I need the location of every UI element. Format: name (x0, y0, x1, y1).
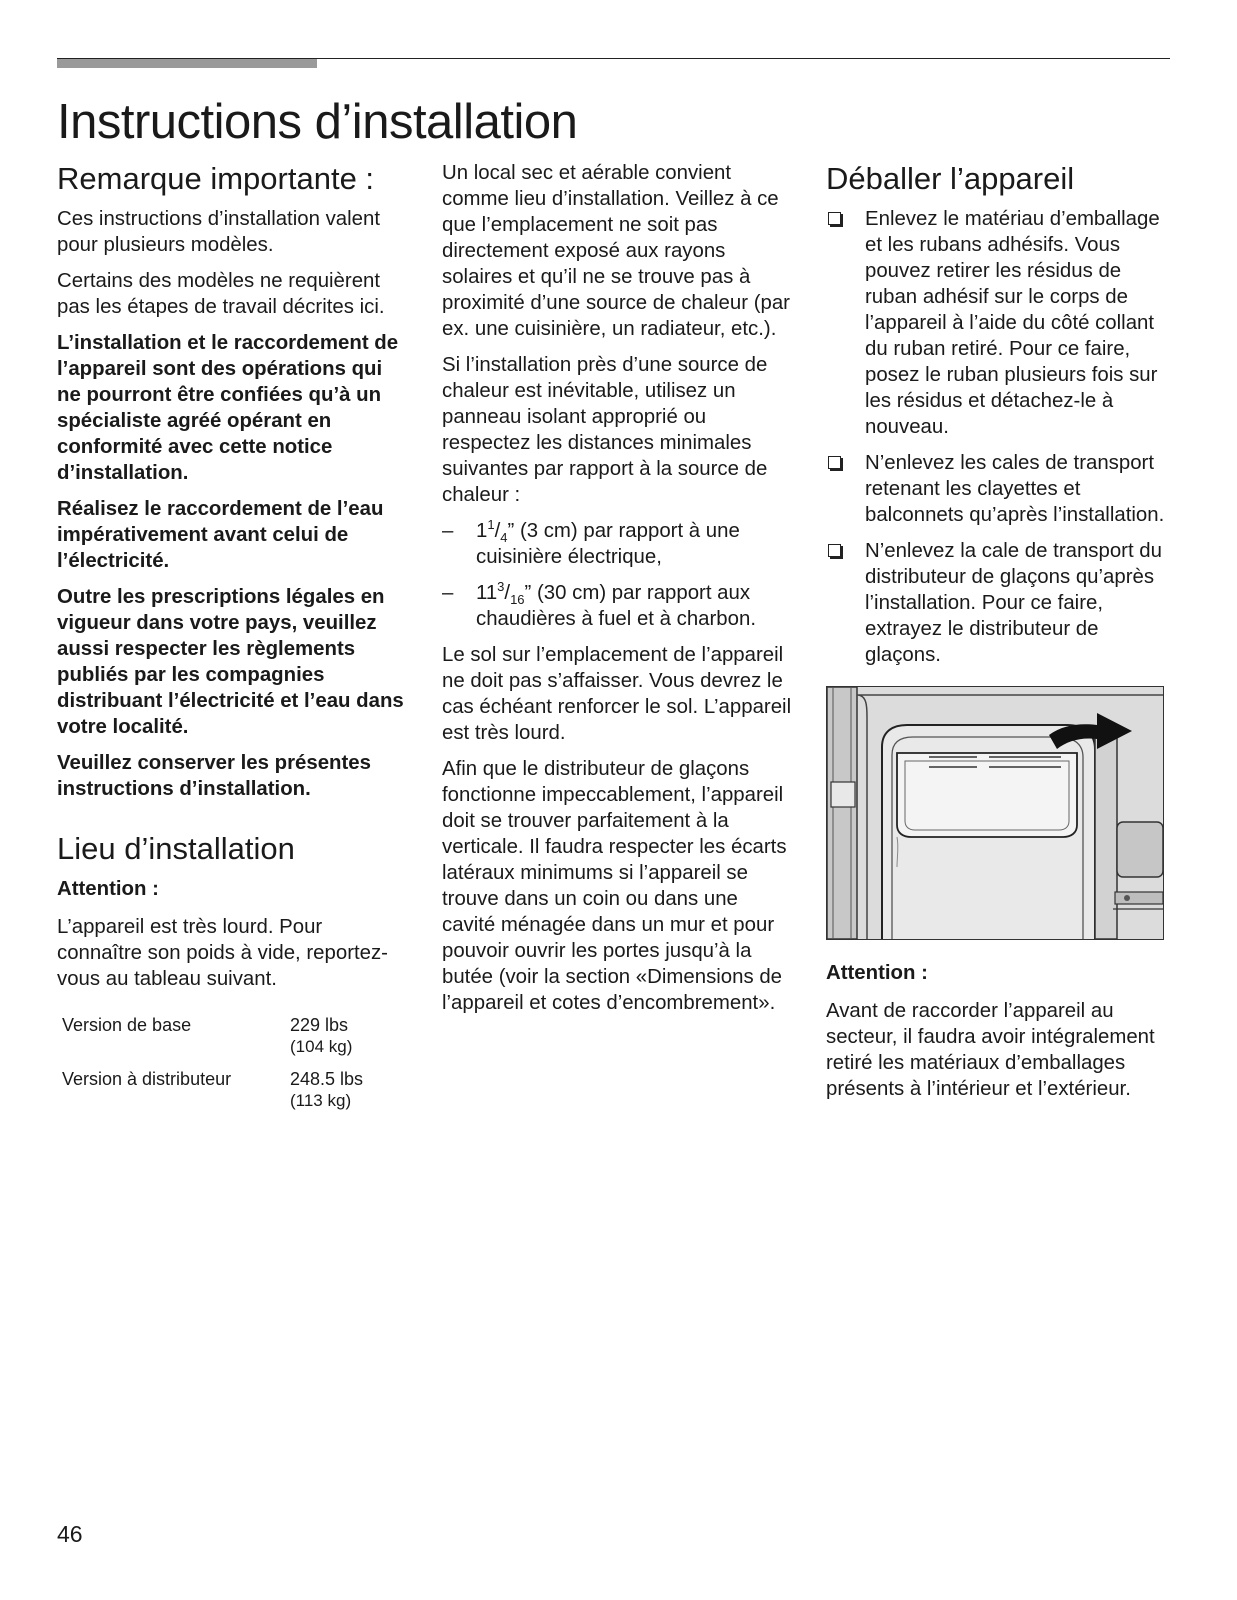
weight-kg: (104 kg) (290, 1036, 353, 1056)
weight-intro: L’appareil est très lourd. Pour connaître son poids à vide, reportez-vous au tableau suivant. (57, 915, 388, 990)
list-item: – $1^1/_4$” (3 cm) par rapport à une cuisinière électrique, (442, 517, 740, 568)
unpack-heading: Déballer l’appareil (826, 161, 1075, 196)
weight-table (62, 1014, 363, 1122)
warning-paragraph-4: Veuillez conserver les présentes instructions d’installation. (57, 751, 371, 800)
remarque-paragraph-1: Ces instructions d’installation valent pour plusieurs modèles. (57, 207, 381, 256)
warning-paragraph-3: Outre les prescriptions légales en vigueur dans votre pays, veuillez aussi respecter les règlements publiés par les compagnies distribuant l’électricité et l’eau dans votre localité. (57, 585, 404, 738)
location-paragraph-4: Afin que le distributeur de glaçons fonctionne impeccablement, l’appareil doit se trouver parfaitement à la verticale. Il faudra respecter les écarts latéraux minimums si l’appareil se trouve dans un coin ou dans une cavité ménagée dans un mur et pour pouvoir ouvrir les portes jusqu’à la butée (voir la section «Dimensions de l’appareil et cotes d’encombrement». (442, 758, 787, 1014)
dash-marker: – (442, 520, 454, 542)
page-number: 46 (57, 1521, 83, 1547)
warning-paragraph-2: Réalisez le raccordement de l’eau impérativement avant celui de l’électricité. (57, 497, 384, 572)
attention-label: Attention : (826, 961, 928, 984)
lieu-heading: Lieu d’installation (57, 830, 295, 866)
column-right (826, 160, 1176, 1112)
header-accent-bar (57, 59, 317, 68)
weight-value (290, 1014, 363, 1068)
remarque-heading: Remarque importante : (57, 161, 375, 196)
location-paragraph-3: Le sol sur l’emplacement de l’appareil ne doit pas s’affaisser. Vous devrez le cas échéant renforcer le sol. L’appareil est très lourd. (442, 644, 792, 744)
weight-lbs: 229 lbs (290, 1014, 349, 1035)
distance-list (442, 518, 792, 632)
checkbox-icon (828, 212, 841, 225)
list-item: – $11^3/_{16}$” (30 cm) par rapport aux chaudières à fuel et à charbon. (442, 579, 756, 630)
table-row (62, 1068, 363, 1122)
weight-lbs: 248.5 lbs (290, 1068, 364, 1089)
page-title: Instructions d’installation (57, 95, 578, 149)
list-item: Enlevez le matériau d’emballage et les rubans adhésifs. Vous pouvez retirer les résidus de ruban adhésif sur le corps de l’appareil à l’aide du côté collant du ruban retiré. Pour ce faire, posez le ruban plusieurs fois sur les résidus et détachez-le à nouveau. (826, 206, 1176, 440)
location-paragraph-2: Si l’installation près d’une source de chaleur est inévitable, utilisez un panneau isolant approprié ou respectez les distances minimales suivantes par rapport à la source de chaleur : (442, 354, 768, 506)
ice-dispenser-illustration (826, 686, 1164, 940)
attention-text: Avant de raccorder l’appareil au secteur, il faudra avoir intégralement retiré les matériaux d’emballages présents à l’intérieur et l’extérieur. (826, 999, 1155, 1100)
weight-label: Version à distributeur (62, 1068, 232, 1089)
column-left (57, 160, 407, 1122)
list-item: N’enlevez la cale de transport du distributeur de glaçons qu’après l’installation. Pour ce faire, extrayez le distributeur de glaçons. (826, 538, 1176, 668)
column-middle (442, 160, 792, 1026)
weight-value (290, 1068, 363, 1122)
weight-kg: (113 kg) (290, 1090, 352, 1110)
unpack-checklist (826, 206, 1176, 668)
location-paragraph-1: Un local sec et aérable convient comme lieu d’installation. Veillez à ce que l’emplacement ne soit pas directement exposé aux rayons solaires et qu’il ne se trouve pas à proximité d’une source de chaleur (par ex. une cuisinière, un radiateur, etc.). (442, 162, 790, 340)
list-item: N’enlevez les cales de transport retenant les clayettes et balconnets qu’après l’installation. (826, 450, 1176, 528)
dash-marker: – (442, 582, 454, 604)
weight-label: Version de base (62, 1014, 192, 1035)
remarque-paragraph-2: Certains des modèles ne requièrent pas les étapes de travail décrites ici. (57, 269, 385, 318)
warning-paragraph-1: L’installation et le raccordement de l’appareil sont des opérations qui ne pourront être confiées qu’à un spécialiste agréé opérant en conformité avec cette notice d’installation. (57, 331, 399, 484)
checkbox-icon (828, 456, 841, 469)
checkbox-icon (828, 544, 841, 557)
table-row (62, 1014, 363, 1068)
attention-label: Attention : (57, 877, 159, 900)
